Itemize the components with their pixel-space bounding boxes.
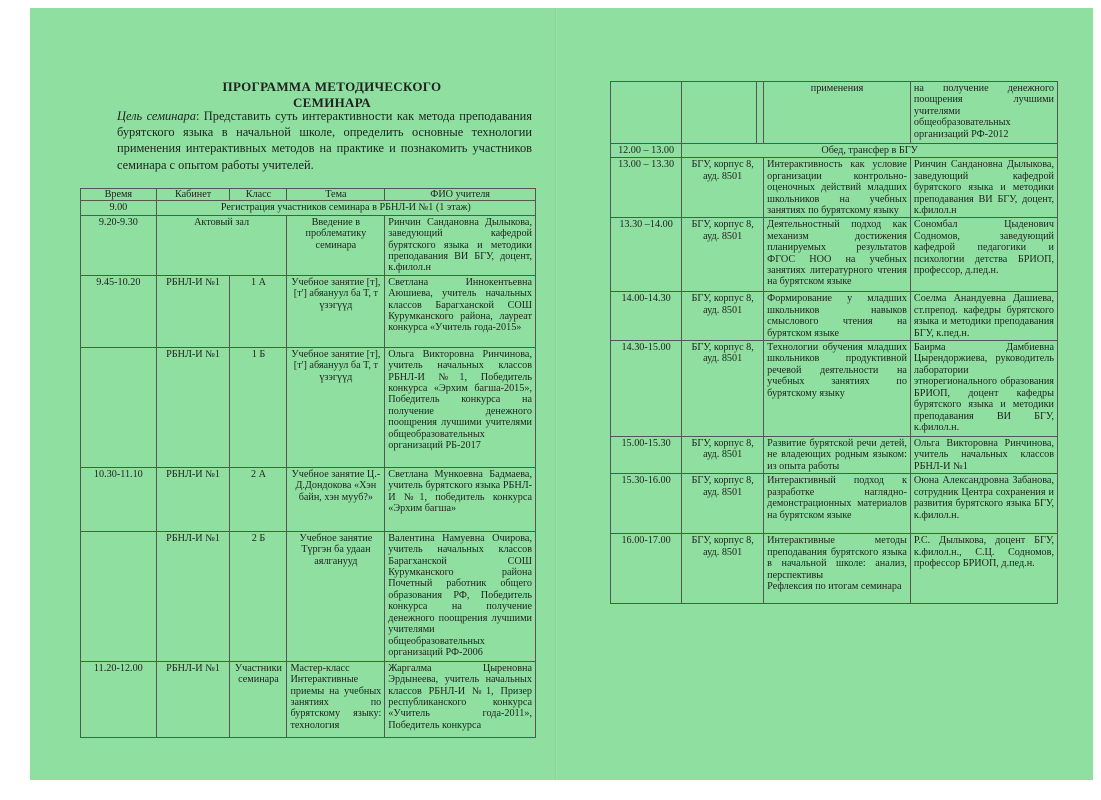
table-cell: Оюна Александровна Забанова, сотрудник Центра сохранения и развития бурятского языка БГУ, к.филол.н. bbox=[910, 474, 1057, 534]
table-cell: 9.45-10.20 bbox=[81, 275, 157, 347]
table-cell bbox=[81, 347, 157, 467]
table-cell: 1 Б bbox=[230, 347, 287, 467]
table-row bbox=[81, 347, 536, 467]
table-cell: Учебное занятие [т], [т'] абяануул ба Т, т үзэгүүд bbox=[287, 275, 385, 347]
table-cell: 9.20-9.30 bbox=[81, 215, 157, 275]
table-cell: Ринчин Сандановна Дылыкова, заведующий кафедрой бурятского языка и методики преподавания ВИ БГУ, доцент, к.филол.н bbox=[385, 215, 536, 275]
table-cell: 2 А bbox=[230, 467, 287, 531]
table-cell: Баирма Дамбиевна Цырендоржиева, руководитель лаборатории этнорегионального образования БРИОП, доцент кафедры бурятского языка и методики преподавания ВИ БГУ, к.филол.н. bbox=[910, 341, 1057, 437]
table-cell: Мастер-класс Интерактивные приемы на учебных занятиях по бурятскому языку: технология bbox=[287, 661, 385, 737]
table-cell: Технологии обучения младших школьников продуктивной речевой деятельности на учебных занятиях по бурятскому языку bbox=[764, 341, 911, 437]
table-cell: Введение в проблематику семинара bbox=[287, 215, 385, 275]
table-cell: 15.30-16.00 bbox=[611, 474, 682, 534]
table-cell: БГУ, корпус 8, ауд. 8501 bbox=[682, 341, 764, 437]
header-time: Время bbox=[81, 189, 157, 201]
table-cell: Р.С. Дылыкова, доцент БГУ, к.филол.н., С.Ц. Содномов, профессор БРИОП, д.пед.н. bbox=[910, 534, 1057, 604]
table-cell: Учебное занятие [т], [т'] абяануул ба Т, т үзэгүүд bbox=[287, 347, 385, 467]
topic-text: Интерактивные методы преподавания бурятского языка в начальной школе: анализ, перспективы bbox=[767, 535, 907, 581]
table-cell: БГУ, корпус 8, ауд. 8501 bbox=[682, 534, 764, 604]
table-cell: Развитие бурятской речи детей, не владеющих родным языком: из опыта работы bbox=[764, 437, 911, 474]
table-row bbox=[81, 275, 536, 347]
table-cell: РБНЛ-И №1 bbox=[156, 275, 230, 347]
table-cell: 11.20-12.00 bbox=[81, 661, 157, 737]
table-cell: Жаргалма Цыреновна Эрдынеева, учитель начальных классов РБНЛ-И №1, Призер республиканского конкурса «Учитель года-2011», Победитель конкурса bbox=[385, 661, 536, 737]
table-cell: Интерактивность как условие организации контрольно-оценочных действий младших школьников на учебных занятиях по бурятскому языку bbox=[764, 158, 911, 218]
table-cell: Сономбал Цыденович Содномов, заведующий кафедрой педагогики и психологии детства БРИОП, профессор, д.пед.н. bbox=[910, 218, 1057, 292]
lunch-row bbox=[611, 144, 1058, 158]
table-cell: РБНЛ-И №1 bbox=[156, 531, 230, 661]
table-cell: Светлана Иннокентьевна Аюшиева, учитель начальных классов Барагханской СОШ Курумканского района, лауреат конкурса «Учитель года-2015» bbox=[385, 275, 536, 347]
table-cell: БГУ, корпус 8, ауд. 8501 bbox=[682, 437, 764, 474]
table-cell: Актовый зал bbox=[156, 215, 287, 275]
table-cell: на получение денежного поощрения лучшими учителями общеобразовательных организаций РФ-2012 bbox=[910, 82, 1057, 144]
header-teacher: ФИО учителя bbox=[385, 189, 536, 201]
table-cell: РБНЛ-И №1 bbox=[156, 347, 230, 467]
table-cell: Учебное занятие Ц.-Д.Дондокова «Хэн байн, хэн мууб?» bbox=[287, 467, 385, 531]
table-cell: 10.30-11.10 bbox=[81, 467, 157, 531]
table-row-continued bbox=[611, 82, 1058, 144]
table-cell: Соелма Анандуевна Дашиева, ст.препод. кафедры бурятского языка и методики преподавания БГУ, к.пед.н. bbox=[910, 292, 1057, 341]
table-cell bbox=[611, 82, 682, 144]
table-row bbox=[611, 437, 1058, 474]
table-cell: 2 Б bbox=[230, 531, 287, 661]
goal-label: Цель семинара bbox=[117, 109, 196, 123]
table-row bbox=[611, 341, 1058, 437]
table-cell: Валентина Намуевна Очирова, учитель начальных классов Барагханской СОШ Курумканского района Почетный работник общего образования РФ, Победитель конкурса на получение денежного поощрения лучшими учителями общеобразовательных организаций РФ-2006 bbox=[385, 531, 536, 661]
table-cell: Обед, трансфер в БГУ bbox=[682, 144, 1058, 158]
table-cell: РБНЛ-И №1 bbox=[156, 467, 230, 531]
table-row bbox=[81, 467, 536, 531]
table-cell: БГУ, корпус 8, ауд. 8501 bbox=[682, 158, 764, 218]
table-cell: применения bbox=[764, 82, 911, 144]
registration-row bbox=[81, 201, 536, 215]
header-class: Класс bbox=[230, 189, 287, 201]
header-room: Кабинет bbox=[156, 189, 230, 201]
table-cell: 12.00 – 13.00 bbox=[611, 144, 682, 158]
table-cell: 13.00 – 13.30 bbox=[611, 158, 682, 218]
table-row bbox=[81, 215, 536, 275]
table-cell: 1 А bbox=[230, 275, 287, 347]
table-cell bbox=[757, 82, 764, 144]
table-cell: 14.30-15.00 bbox=[611, 341, 682, 437]
table-cell: Ольга Викторовна Ринчинова, учитель начальных классов РБНЛ-И №1, Победитель конкурса «Эрхим багша-2015», Победитель конкурса на получение денежного поощрения лучшими учителями общеобразовательных организаций РБ-2017 bbox=[385, 347, 536, 467]
schedule-table-left bbox=[80, 188, 536, 738]
seminar-goal bbox=[117, 108, 532, 173]
table-cell: 15.00-15.30 bbox=[611, 437, 682, 474]
table-cell bbox=[764, 534, 911, 604]
table-row bbox=[611, 158, 1058, 218]
table-cell: БГУ, корпус 8, ауд. 8501 bbox=[682, 292, 764, 341]
table-cell: БГУ, корпус 8, ауд. 8501 bbox=[682, 474, 764, 534]
table-cell: Ринчин Сандановна Дылыкова, заведующий кафедрой бурятского языка и методики преподавания ВИ БГУ, доцент, к.филол.н bbox=[910, 158, 1057, 218]
table-row bbox=[611, 474, 1058, 534]
table-cell: 14.00-14.30 bbox=[611, 292, 682, 341]
table-cell: Участники семинара bbox=[230, 661, 287, 737]
table-row bbox=[81, 661, 536, 737]
table-cell bbox=[81, 531, 157, 661]
table-cell bbox=[682, 82, 757, 144]
table-cell: Интерактивный подход к разработке наглядно-демонстрационных материалов на бурятском языке bbox=[764, 474, 911, 534]
table-cell: 13.30 –14.00 bbox=[611, 218, 682, 292]
header-topic: Тема bbox=[287, 189, 385, 201]
table-cell: РБНЛ-И №1 bbox=[156, 661, 230, 737]
closing-text: Рефлексия по итогам семинара bbox=[767, 580, 902, 592]
table-row bbox=[611, 292, 1058, 341]
table-row bbox=[611, 534, 1058, 604]
table-cell: БГУ, корпус 8, ауд. 8501 bbox=[682, 218, 764, 292]
table-cell: 16.00-17.00 bbox=[611, 534, 682, 604]
schedule-table-right bbox=[610, 81, 1058, 604]
table-row bbox=[81, 531, 536, 661]
table-header-row bbox=[81, 189, 536, 201]
table-cell: Светлана Мункоевна Бадмаева, учитель бурятского языка РБНЛ-И №1, победитель конкурса «Эрхим багша» bbox=[385, 467, 536, 531]
goal-text: : Представить суть интерактивности как метода преподавания бурятского языка в начальной школе, определить основные технологии применения интерактивных методов на практике и познакомить участников семинара с опытом работы учителей. bbox=[117, 109, 532, 172]
page-title: ПРОГРАММА МЕТОДИЧЕСКОГО СЕМИНАРА bbox=[222, 79, 442, 110]
table-cell: Ольга Викторовна Ринчинова, учитель начальных классов РБНЛ-И №1 bbox=[910, 437, 1057, 474]
table-cell: Формирование у младших школьников навыков смыслового чтения на бурятском языке bbox=[764, 292, 911, 341]
table-cell: Регистрация участников семинара в РБНЛ-И №1 (1 этаж) bbox=[156, 201, 535, 215]
table-row bbox=[611, 218, 1058, 292]
table-cell: Деятельностный подход как механизм достижения планируемых результатов ФГОС НОО на учебных занятиях литературного чтения на бурятском языке bbox=[764, 218, 911, 292]
page-fold bbox=[555, 8, 557, 780]
table-cell: Учебное занятие Түргэн ба удаан аялганууд bbox=[287, 531, 385, 661]
table-cell: 9.00 bbox=[81, 201, 157, 215]
